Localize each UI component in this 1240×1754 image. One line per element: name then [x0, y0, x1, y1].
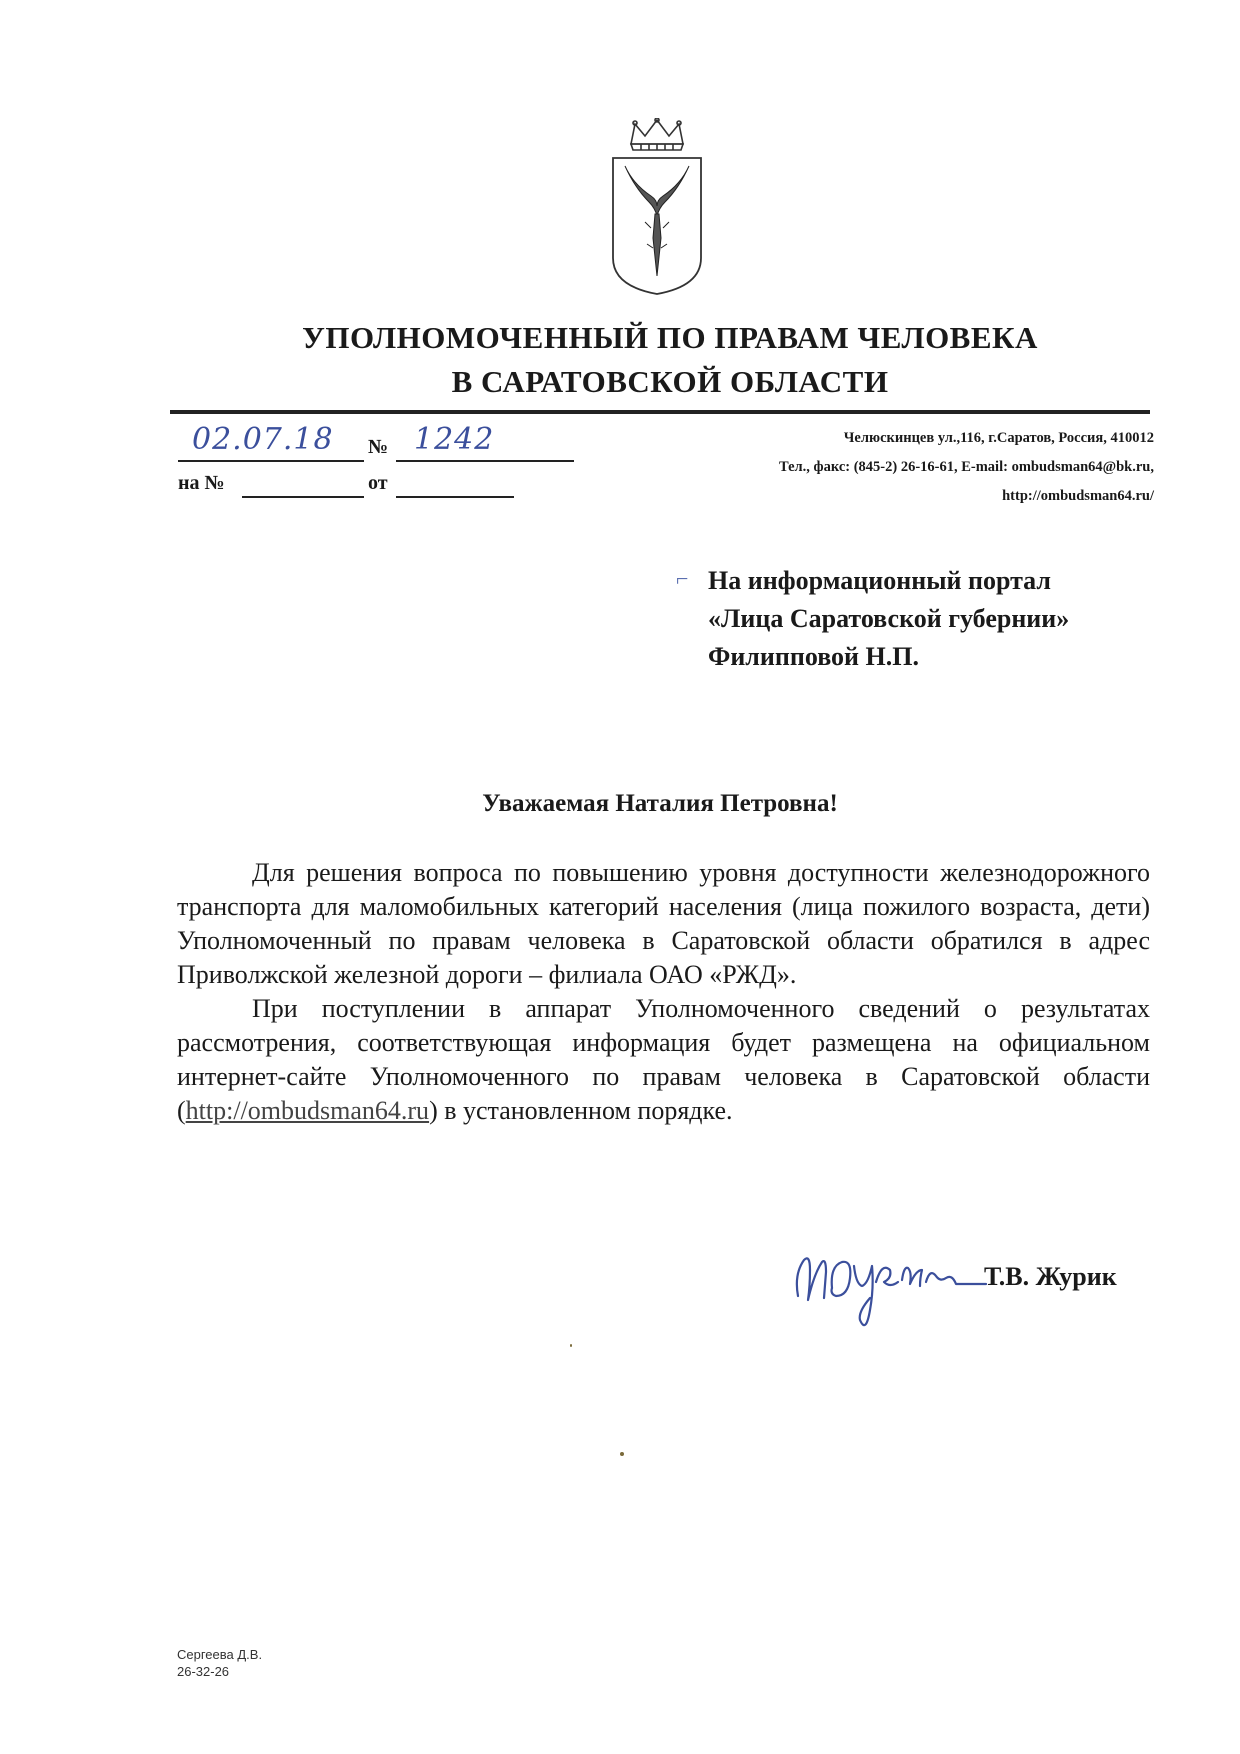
paragraph-2 — [177, 992, 1150, 1128]
from-label: от — [368, 472, 388, 494]
executor-info — [177, 1646, 262, 1680]
paragraph-2-text: При поступлении в аппарат Уполномоченного сведений о результатах рассмотрения, соответствующая информация будет размещена на официальном интернет-сайте Уполномоченного по правам человека в Саратовской области ( — [177, 994, 1150, 1125]
scan-speck — [620, 1452, 624, 1456]
number-label: № — [368, 436, 389, 458]
header-divider — [170, 410, 1150, 414]
recipient-line3: Филипповой Н.П. — [708, 642, 919, 671]
reference-block — [178, 422, 588, 510]
date-underline — [178, 460, 364, 462]
salutation: Уважаемая Наталия Петровна! — [482, 790, 838, 817]
reply-number-underline — [242, 496, 364, 498]
executor-phone: 26-32-26 — [177, 1664, 230, 1679]
phone-email: Тел., факс: (845-2) 26-16-61, E-mail: ombudsman64@bk.ru, — [778, 459, 1154, 475]
handwritten-signature — [790, 1226, 990, 1336]
scan-speck — [570, 1344, 572, 1347]
number-underline — [396, 460, 574, 462]
contact-info — [654, 424, 1154, 511]
address: Челюскинцев ул.,116, г.Саратов, Россия, 410012 — [843, 430, 1154, 446]
outgoing-reference-row — [178, 422, 588, 470]
handwritten-date: 02.07.18 — [192, 422, 334, 457]
reply-reference-row — [178, 470, 588, 510]
organization-title-line2: В САРАТОВСКОЙ ОБЛАСТИ — [451, 364, 889, 399]
coat-of-arms-emblem — [609, 118, 705, 296]
recipient-line1: На информационный портал — [708, 566, 1051, 595]
letter-body — [177, 856, 1150, 1128]
handwritten-number: 1242 — [414, 422, 495, 457]
website: http://ombudsman64.ru/ — [1002, 488, 1154, 504]
recipient-line2: «Лица Саратовской губернии» — [708, 604, 1070, 633]
from-underline — [396, 496, 514, 498]
signer-name: Т.В. Журик — [984, 1262, 1117, 1291]
handwritten-mark: ⌐ — [676, 566, 689, 591]
organization-title-line1: УПОЛНОМОЧЕННЫЙ ПО ПРАВАМ ЧЕЛОВЕКА — [302, 320, 1038, 355]
reply-number-label: на № — [178, 472, 225, 494]
organization-title — [0, 316, 1240, 404]
paragraph-1: Для решения вопроса по повышению уровня доступности железнодорожного транспорта для маломобильных категорий населения (лица пожилого возраста, дети) Уполномоченный по правам человека в Саратовской области обратился в адрес Приволжской железной дороги – филиала ОАО «РЖД». — [177, 858, 1150, 989]
executor-name: Сергеева Д.В. — [177, 1647, 263, 1662]
website-link[interactable]: http://ombudsman64.ru — [185, 1096, 430, 1125]
paragraph-2-ending: ) в установленном порядке. — [429, 1096, 733, 1125]
recipient-block — [708, 562, 1069, 676]
